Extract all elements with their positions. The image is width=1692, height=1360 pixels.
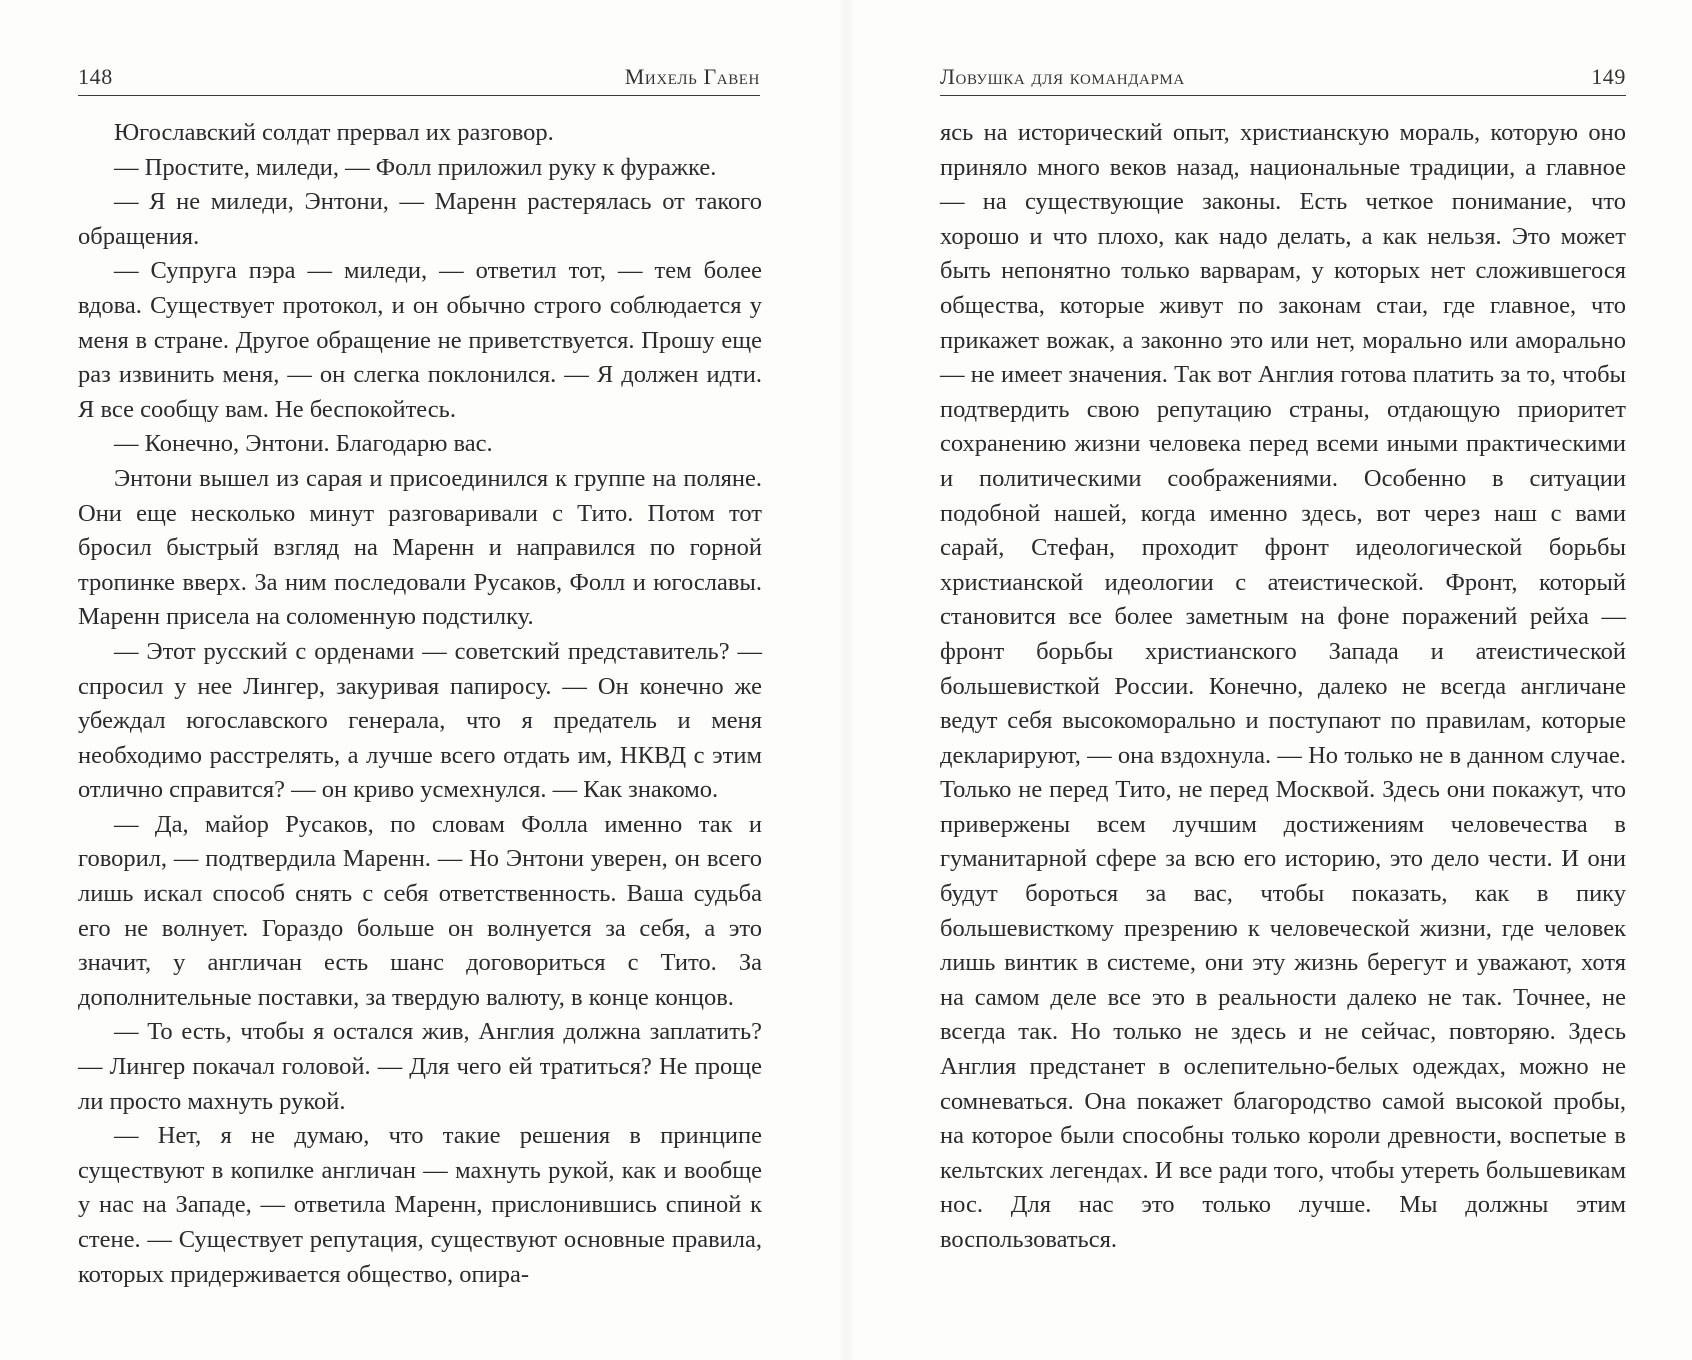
paragraph: Энтони вышел из сарая и присоединился к группе на поляне. Они еще несколько минут разговаривали с Тито. Потом тот бросил быстрый взгляд на Маренн и направился по горной тропинке вверх. За ним последовали Русаков, Фолл и югославы. Маренн присела на соломенную подстилку.	[78, 464, 762, 631]
left-header-rule	[78, 95, 760, 96]
paragraph: — Конечно, Энтони. Благодарю вас.	[114, 430, 493, 458]
right-page-header	[940, 64, 1626, 98]
paragraph: — Простите, миледи, — Фолл приложил руку к фуражке.	[114, 153, 717, 181]
paragraph: — Я не миледи, Энтони, — Маренн растерялась от такого обращения.	[78, 188, 762, 250]
left-page-text	[78, 116, 762, 1292]
paragraph: — Нет, я не думаю, что такие решения в принципе существуют в копилке англичан — махнуть рукой, как и вообще у нас на Западе, — ответила Маренн, прислонившись спиной к стене. — Существует репутация, существуют основные правила, которых придерживается общество, опира-	[78, 1122, 762, 1288]
paragraph: — Супруга пэра — миледи, — ответил тот, — тем более вдова. Существует протокол, и он обычно строго соблюдается у меня в стране. Другое обращение не приветствуется. Прошу еще раз извинить меня, — он слегка поклонился. — Я должен идти. Я все сообщу вам. Не беспокойтесь.	[78, 257, 762, 423]
right-page	[846, 0, 1692, 1360]
paragraph: — То есть, чтобы я остался жив, Англия должна заплатить? — Лингер покачал головой. — Для чего ей тратиться? Не проще ли просто махнуть рукой.	[78, 1018, 762, 1115]
paragraph: — Да, майор Русаков, по словам Фолла именно так и говорил, — подтвердила Маренн. — Но Энтони уверен, он всего лишь искал способ снять с себя ответственность. Ваша судьба его не волнует. Гораздо больше он волнуется за себя, а это значит, у англичан есть шанс договориться с Тито. За дополнительные поставки, за твердую валюту, в конце концов.	[78, 810, 762, 1011]
right-running-head: Ловушка для командарма	[940, 64, 1185, 89]
paragraph: ясь на исторический опыт, христианскую мораль, которую оно приняло много веков назад, национальные традиции, а главное — на существующие законы. Есть четкое понимание, что хорошо и что плохо, как надо делать, а как нельзя. Это может быть непонятно только варварам, у которых нет сложившегося общества, которые живут по законам стаи, где главное, что прикажет вожак, а законно это или нет, морально или аморально — не имеет значения. Так вот Англия готова платить за то, чтобы подтвердить свою репутацию страны, отдающую приоритет сохранению жизни человека перед всеми иными практическими и политическими соображениями. Особенно в ситуации подобной нашей, когда именно здесь, вот через наш с вами сарай, Стефан, проходит фронт идеологической борьбы христианской идеологии с атеистической. Фронт, который становится все более заметным на фоне поражений рейха — фронт борьбы христианского Запада и атеистической большевисткой России. Конечно, далеко не всегда англичане ведут себя высокоморально и поступают по правилам, которые декларируют, — она вздохнула. — Но только не в данном случае. Только не перед Тито, не перед Москвой. Здесь они покажут, что привержены всем лучшим достижениям человечества в гуманитарной сфере за всю его историю, это дело чести. И они будут бороться за вас, чтобы показать, как в пику большевисткому презрению к человеческой жизни, где человек лишь винтик в системе, они эту жизнь берегут и уважают, хотя на самом деле все это в реальности далеко не так. Точнее, не всегда так. Но только не здесь и не сейчас, повторяю. Здесь Англия предстанет в ослепительно-белых одеждах, можно не сомневаться. Она покажет благородство самой высокой пробы, на которое были способны только короли древности, воспетые в кельтских легендах. И все ради того, чтобы утереть большевикам нос. Для нас это только лучше. Мы должны этим воспользоваться.	[940, 119, 1626, 1253]
right-page-number: 149	[1591, 64, 1626, 89]
right-page-text	[940, 116, 1626, 1258]
paragraph: Югославский солдат прервал их разговор.	[114, 119, 554, 146]
left-running-head: Михель Гавен	[624, 64, 760, 89]
left-page-number: 148	[78, 64, 113, 89]
right-header-rule	[940, 95, 1626, 96]
paragraph: — Этот русский с орденами — советский представитель? — спросил у нее Лингер, закуривая папиросу. — Он конечно же убеждал югославского генерала, что я предатель и меня необходимо расстрелять, а лучше всего отдать им, НКВД с этим отлично справится? — он криво усмехнулся. — Как знакомо.	[78, 637, 762, 804]
left-page-header	[78, 64, 760, 98]
